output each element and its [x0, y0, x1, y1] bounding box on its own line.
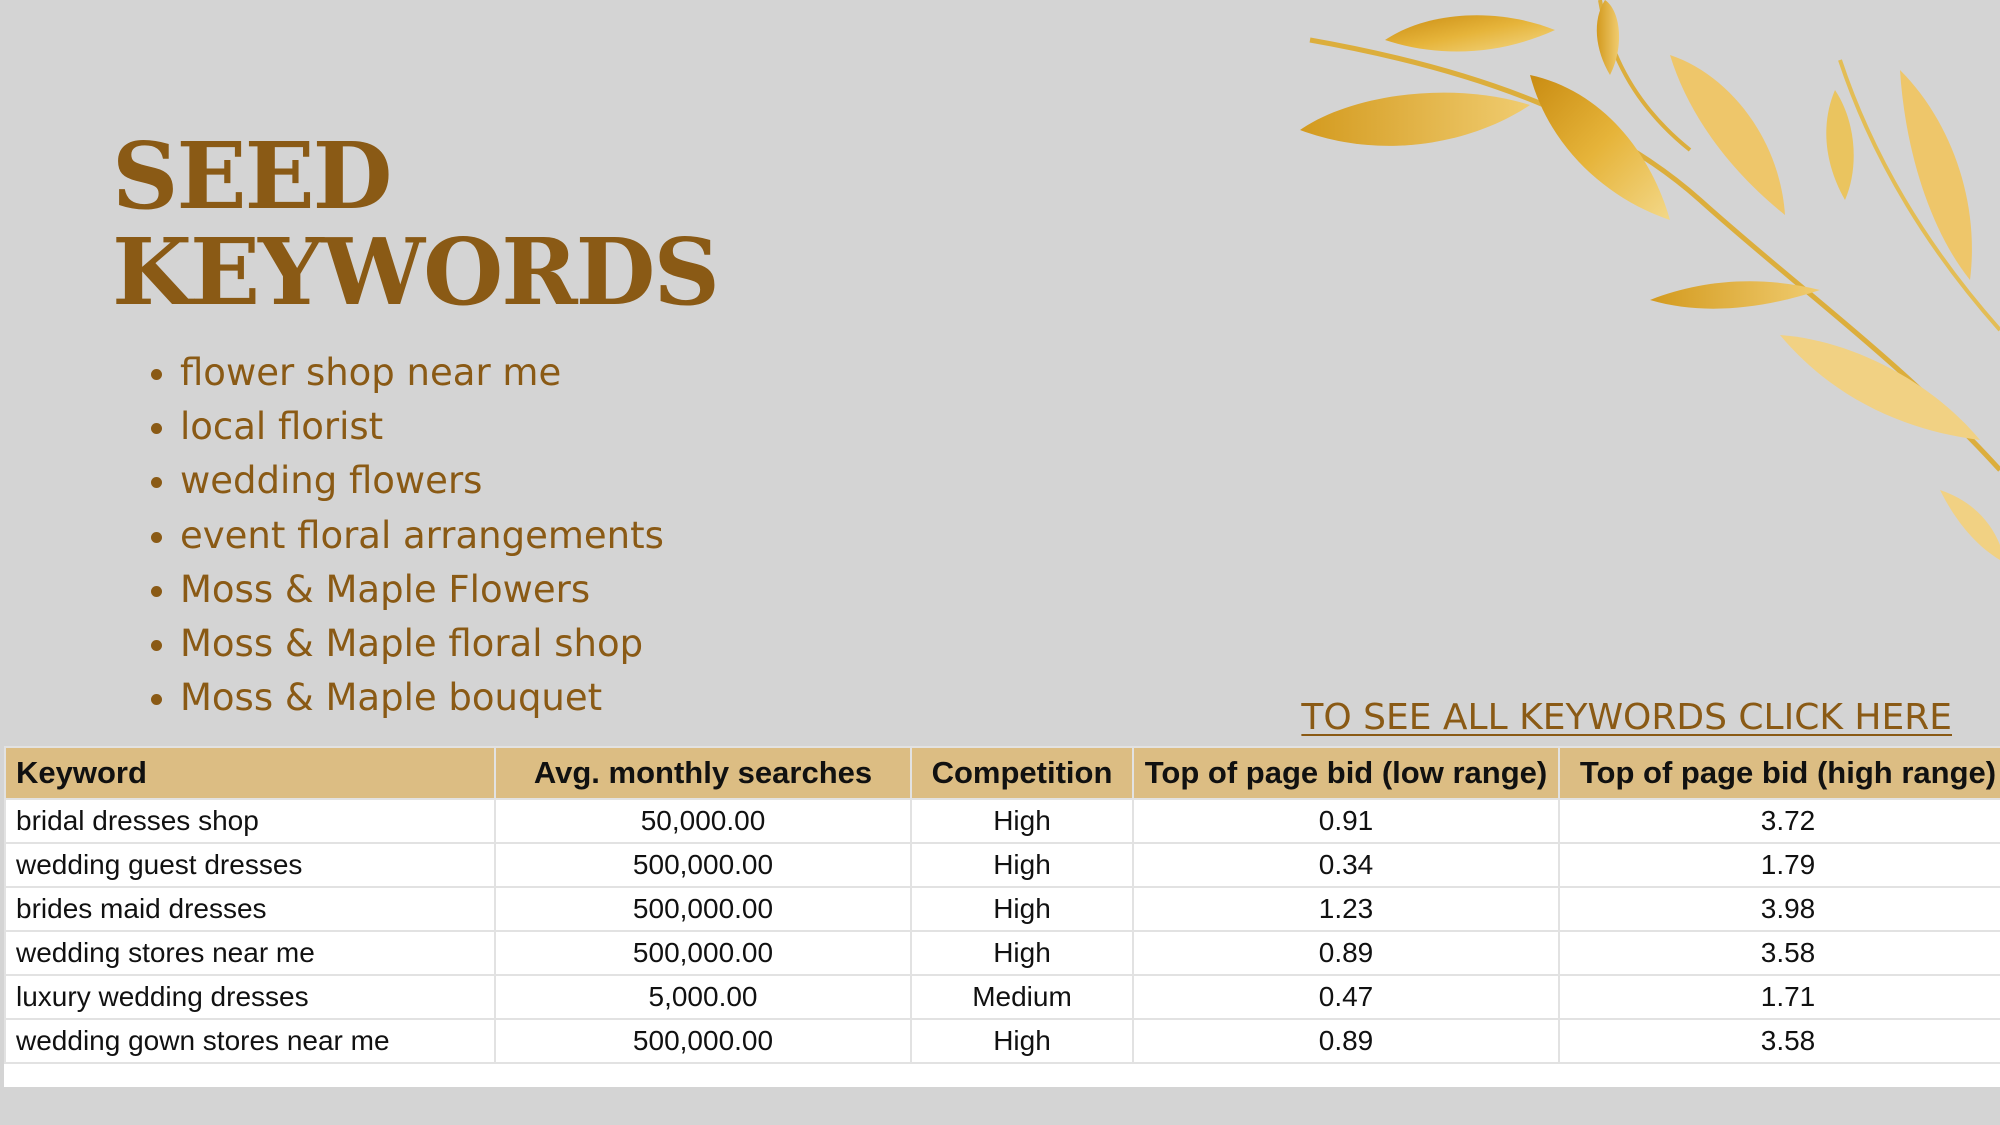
leaf-shape — [1300, 93, 1530, 146]
table-row — [5, 843, 2000, 887]
seed-keyword-list — [140, 346, 664, 725]
competition-cell[interactable]: Medium — [911, 975, 1133, 1019]
column-header[interactable]: Top of page bid (low range) — [1133, 747, 1559, 799]
column-header[interactable]: Competition — [911, 747, 1133, 799]
title-line-2: KEYWORDS — [112, 218, 718, 326]
keyword-cell[interactable]: wedding stores near me — [5, 931, 495, 975]
bid-high-cell[interactable]: 1.71 — [1559, 975, 2000, 1019]
competition-cell[interactable]: High — [911, 843, 1133, 887]
keyword-table-container — [4, 746, 2000, 1087]
searches-cell[interactable]: 500,000.00 — [495, 843, 911, 887]
seed-keyword-item: • Moss & Maple Flowers — [180, 563, 664, 617]
page-title — [112, 122, 718, 326]
competition-cell[interactable]: High — [911, 931, 1133, 975]
bid-high-cell[interactable]: 3.58 — [1559, 931, 2000, 975]
keyword-cell[interactable]: wedding guest dresses — [5, 843, 495, 887]
table-row — [5, 931, 2000, 975]
seed-keyword-item: • Moss & Maple bouquet — [180, 671, 664, 725]
keyword-cell[interactable]: luxury wedding dresses — [5, 975, 495, 1019]
bid-high-cell[interactable]: 1.79 — [1559, 843, 2000, 887]
searches-cell[interactable]: 500,000.00 — [495, 931, 911, 975]
bid-low-cell[interactable]: 0.34 — [1133, 843, 1559, 887]
bottom-margin — [0, 1087, 2000, 1125]
leaf-shape — [1530, 75, 1670, 220]
bid-low-cell[interactable]: 0.89 — [1133, 931, 1559, 975]
column-header[interactable]: Top of page bid (high range) — [1559, 747, 2000, 799]
gold-leaves-decoration — [1280, 0, 2000, 560]
seed-keyword-item: • wedding flowers — [180, 454, 664, 508]
bid-low-cell[interactable]: 0.89 — [1133, 1019, 1559, 1063]
seed-keyword-item: • local florist — [180, 400, 664, 454]
searches-cell[interactable]: 50,000.00 — [495, 799, 911, 843]
searches-cell[interactable]: 500,000.00 — [495, 887, 911, 931]
table-header-row — [5, 747, 2000, 799]
table-row — [5, 887, 2000, 931]
bid-low-cell[interactable]: 1.23 — [1133, 887, 1559, 931]
bid-low-cell[interactable]: 0.47 — [1133, 975, 1559, 1019]
bid-low-cell[interactable]: 0.91 — [1133, 799, 1559, 843]
see-all-keywords-link[interactable]: TO SEE ALL KEYWORDS CLICK HERE — [1301, 697, 1952, 738]
keyword-cell[interactable]: bridal dresses shop — [5, 799, 495, 843]
competition-cell[interactable]: High — [911, 799, 1133, 843]
keyword-cell[interactable]: wedding gown stores near me — [5, 1019, 495, 1063]
searches-cell[interactable]: 500,000.00 — [495, 1019, 911, 1063]
seed-keyword-item: • flower shop near me — [180, 346, 664, 400]
title-line-1: SEED — [112, 122, 391, 230]
seed-keyword-item: • event floral arrangements — [180, 509, 664, 563]
competition-cell[interactable]: High — [911, 1019, 1133, 1063]
keyword-cell[interactable]: brides maid dresses — [5, 887, 495, 931]
table-row — [5, 975, 2000, 1019]
leaf-shape — [1826, 90, 1853, 200]
competition-cell[interactable]: High — [911, 887, 1133, 931]
leaf-shape — [1385, 15, 1555, 51]
seed-keyword-item: • Moss & Maple floral shop — [180, 617, 664, 671]
bid-high-cell[interactable]: 3.72 — [1559, 799, 2000, 843]
table-row — [5, 1019, 2000, 1063]
bid-high-cell[interactable]: 3.98 — [1559, 887, 2000, 931]
searches-cell[interactable]: 5,000.00 — [495, 975, 911, 1019]
column-header[interactable]: Keyword — [5, 747, 495, 799]
column-header[interactable]: Avg. monthly searches — [495, 747, 911, 799]
table-row — [5, 799, 2000, 843]
leaf-shape — [1940, 490, 2000, 560]
bid-high-cell[interactable]: 3.58 — [1559, 1019, 2000, 1063]
keyword-table — [4, 746, 2000, 1064]
leaf-shape — [1597, 0, 1619, 75]
leaf-shape — [1650, 281, 1820, 308]
